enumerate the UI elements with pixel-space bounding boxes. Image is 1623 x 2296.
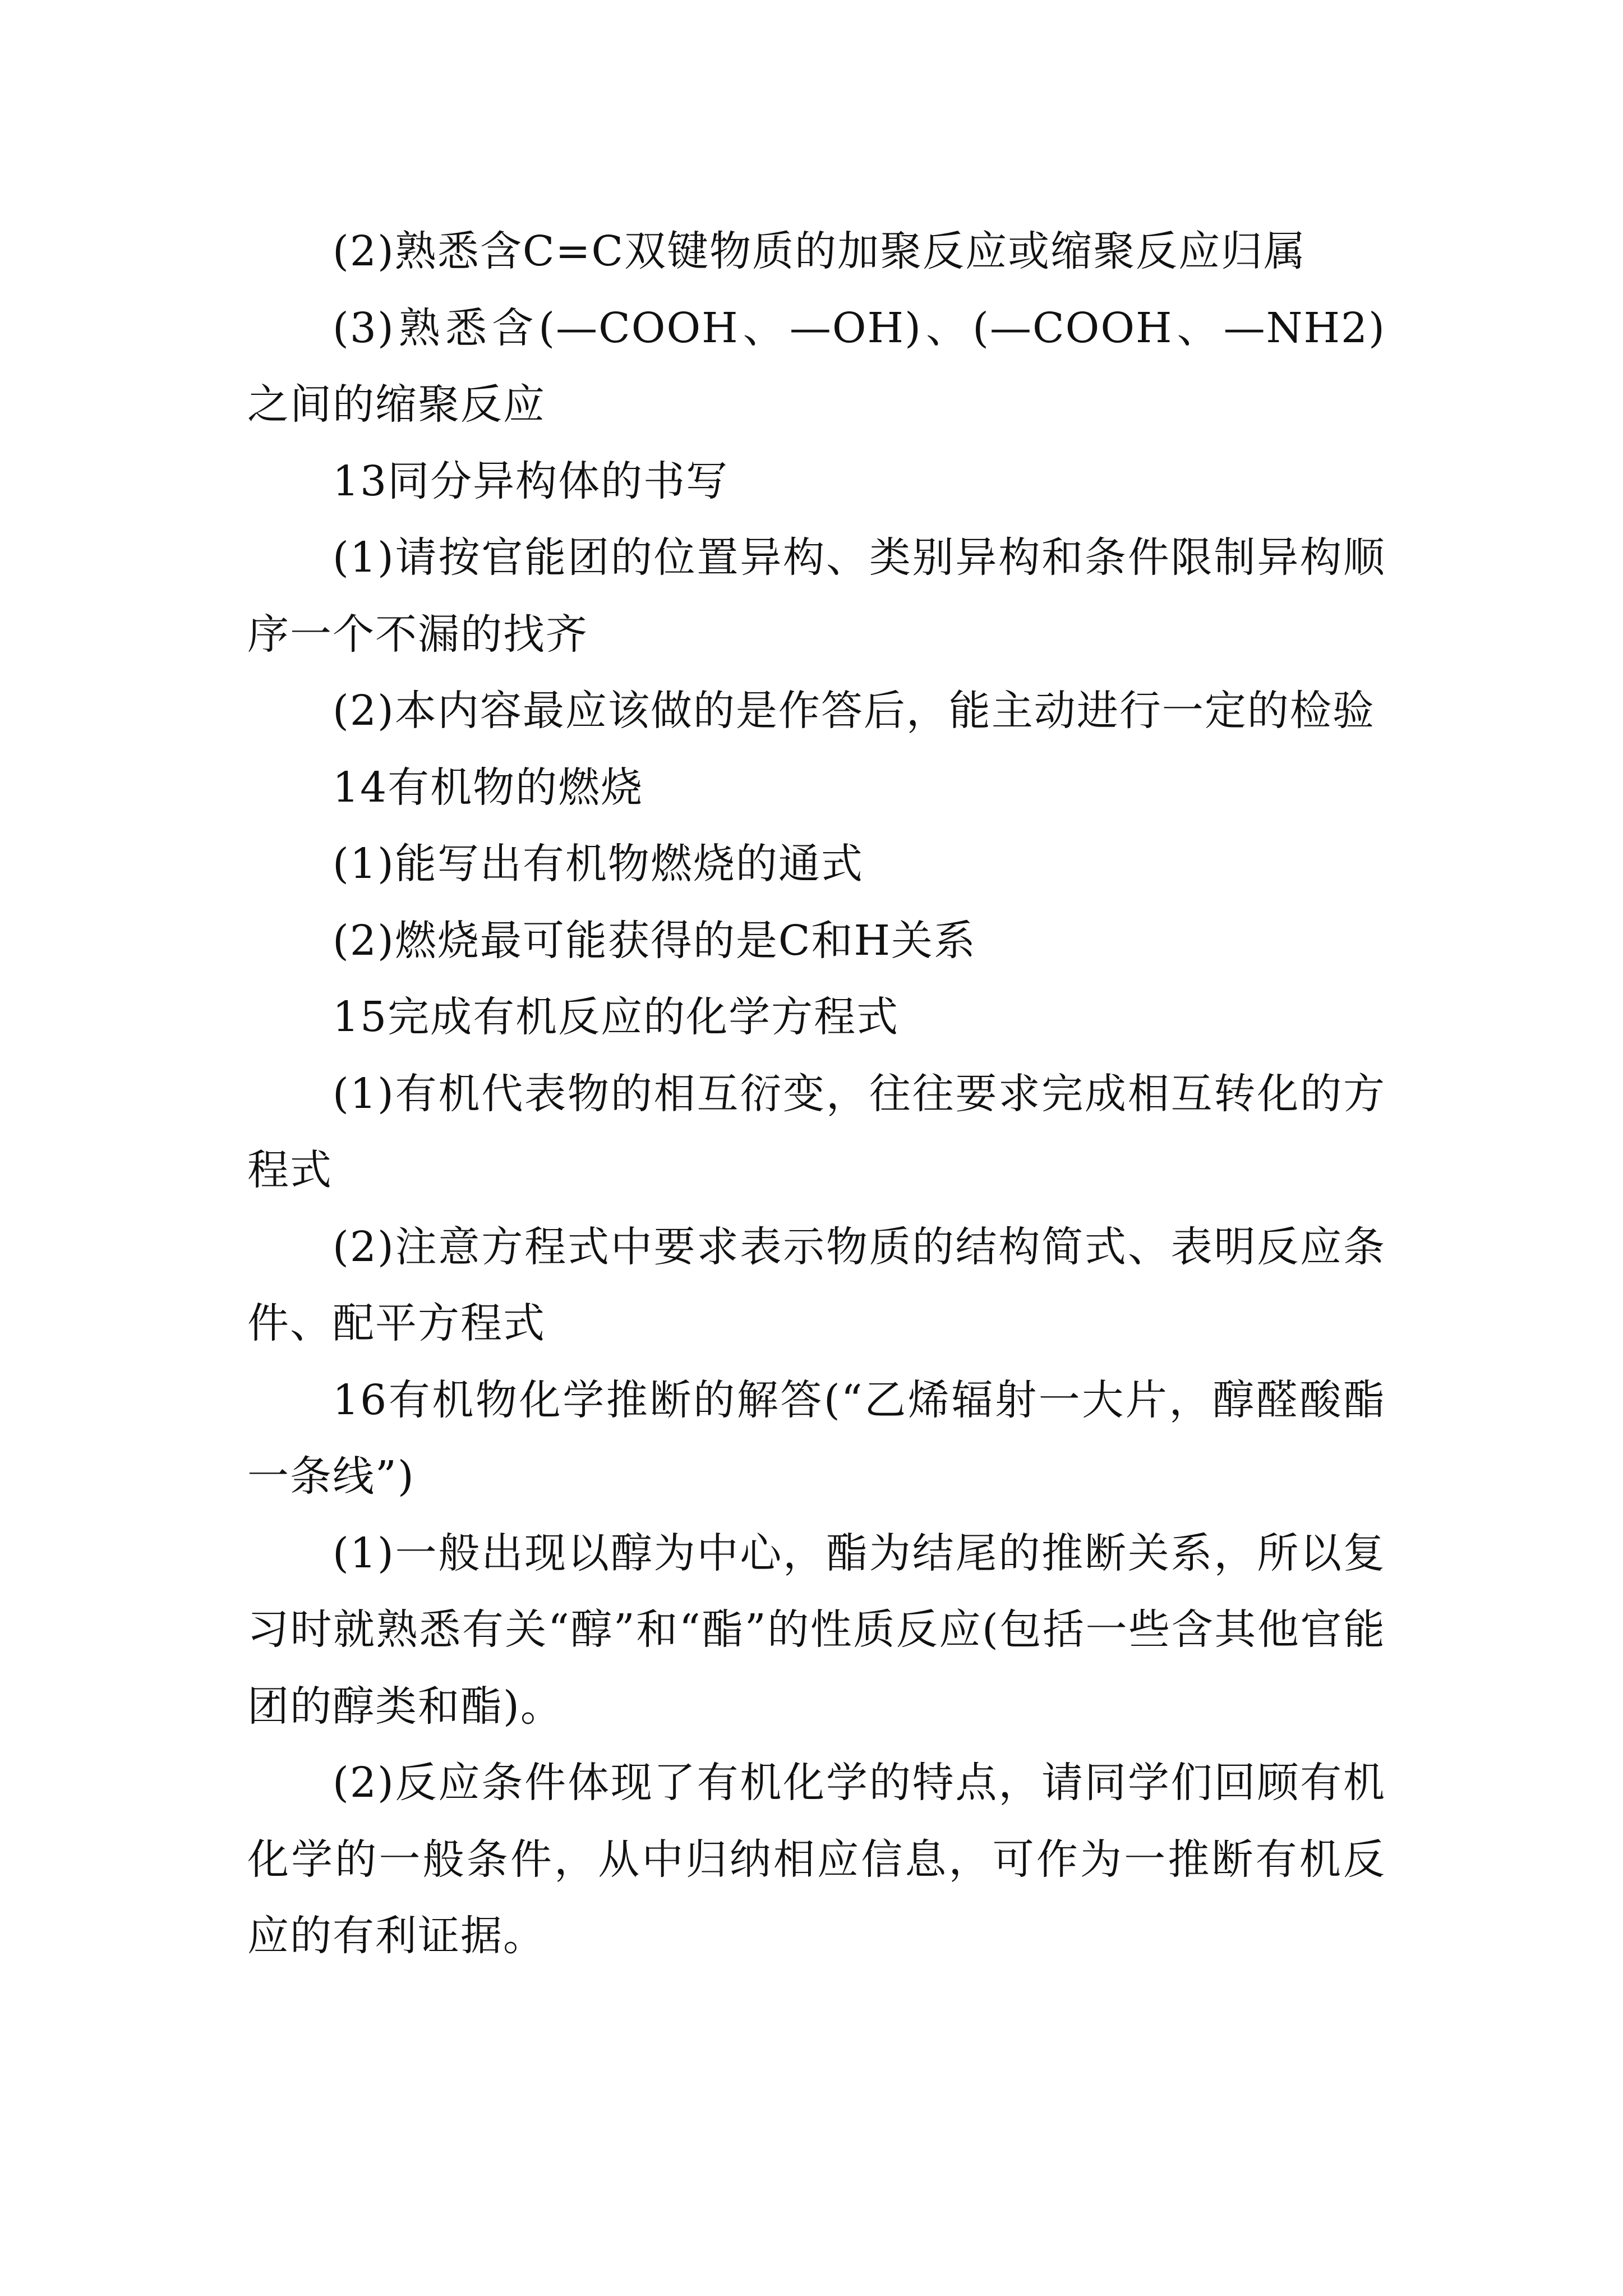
paragraph-item-2-isomer-check: (2)本内容最应该做的是作答后，能主动进行一定的检验 — [333, 687, 1375, 735]
section-heading-16-inference: 16有机物化学推断的解答(“乙烯辐射一大片，醇醛酸酯一条线”) — [247, 1375, 1386, 1501]
paragraph-item-2-reaction-conditions: (2)反应条件体现了有机化学的特点，请同学们回顾有机化学的一般条件，从中归纳相应信息，可作为一推断有机反应的有利证据。 — [247, 1759, 1386, 1960]
document-body — [247, 213, 1386, 1975]
section-heading-15-equations: 15完成有机反应的化学方程式 — [333, 993, 900, 1041]
paragraph-item-1-alcohol-ester: (1)一般出现以醇为中心，酯为结尾的推断关系，所以复习时就熟悉有关“醇”和“酯”的性质反应(包括一些含其他官能团的醇类和酯)。 — [247, 1529, 1386, 1731]
paragraph-item-1-isomer-order: (1)请按官能团的位置异构、类别异构和条件限制异构顺序一个不漏的找齐 — [247, 533, 1386, 659]
paragraph-item-2-addition-polymerization: (2)熟悉含C=C双键物质的加聚反应或缩聚反应归属 — [333, 227, 1307, 275]
paragraph-item-2-combustion-ch-relation: (2)燃烧最可能获得的是C和H关系 — [333, 916, 976, 965]
section-heading-13-isomers: 13同分异构体的书写 — [333, 457, 729, 505]
paragraph-item-1-equation-conversion: (1)有机代表物的相互衍变，往往要求完成相互转化的方程式 — [247, 1069, 1386, 1194]
paragraph-item-1-combustion-formula: (1)能写出有机物燃烧的通式 — [333, 840, 864, 888]
paragraph-item-3-condensation-polymerization: (3)熟悉含(—COOH、—OH)、(—COOH、—NH2)之间的缩聚反应 — [247, 303, 1386, 429]
section-heading-14-combustion: 14有机物的燃烧 — [333, 763, 644, 812]
paragraph-item-2-equation-notes: (2)注意方程式中要求表示物质的结构简式、表明反应条件、配平方程式 — [247, 1222, 1386, 1347]
